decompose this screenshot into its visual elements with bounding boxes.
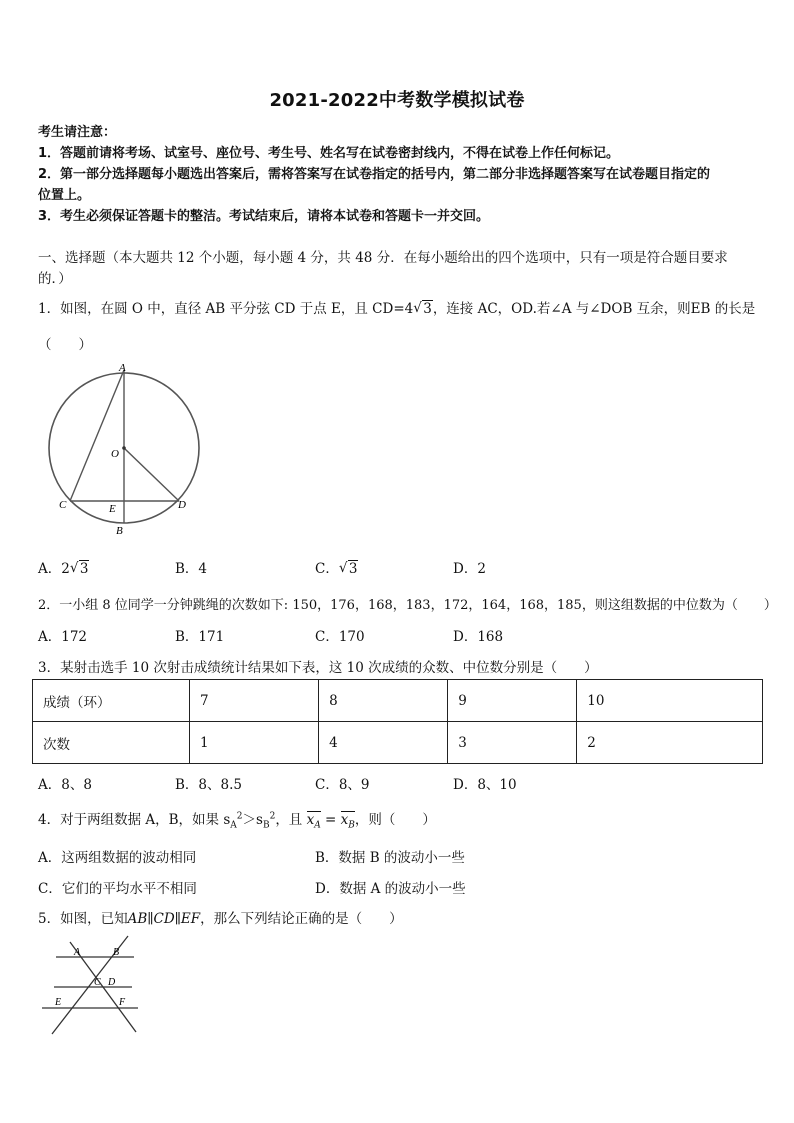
q4-option-b[interactable]: B．数据 B 的波动小一些 [315,850,465,866]
label-c: C [94,977,101,988]
question-3-text: 3．某射击选手 10 次射击成绩统计结果如下表，这 10 次成绩的众数、中位数分别是（ ） [38,660,598,676]
question-1-paren: （ ） [38,337,92,353]
label-e: E [109,503,116,515]
notice-item-3: 3．考生必须保证答题卡的整洁。考试结束后，请将本试卷和答题卡一并交回。 [38,209,490,224]
label-b: B [113,947,120,958]
label-d: D [178,499,186,511]
notice-heading: 考生请注意： [38,125,117,140]
score-table [32,679,763,764]
table-cell: 7 [190,680,319,722]
label-o: O [111,448,119,460]
parallel-lines-figure [36,930,146,1040]
section-heading: 一、选择题（本大题共 12 个小题，每小题 4 分，共 48 分．在每小题给出的四个选项中，只有一项是符合题目要求 [38,250,728,266]
q1-option-a[interactable]: A．2√ 3 [38,557,89,577]
q1-option-d[interactable]: D．2 [453,561,486,577]
question-5-text: 5．如图，已知AB∥CD∥EF，那么下列结论正确的是（ ） [38,911,403,927]
label-b: B [116,525,123,537]
table-cell: 4 [319,722,448,764]
sqrt-symbol: √ 3 [339,561,359,577]
sqrt-symbol: √ 3 [413,301,433,317]
table-cell: 9 [448,680,577,722]
q4-option-a[interactable]: A．这两组数据的波动相同 [38,850,197,866]
label-a: A [119,362,126,374]
q2-option-d[interactable]: D．168 [453,629,504,645]
label-a: A [74,947,81,958]
q1-option-c[interactable]: C．√ 3 [315,557,358,577]
label-c: C [59,499,67,511]
table-cell: 2 [577,722,763,764]
question-1-text: 1．如图，在圆 O 中，直径 AB 平分弦 CD 于点 E，且 CD=4√ 3，连接 AC，OD.若∠A 与∠DOB 互余，则EB 的长是 [38,297,755,317]
table-cell: 成绩（环） [33,680,190,722]
mean-b: $x_B$ [340,812,355,831]
table-row [33,722,763,764]
label-d: D [108,977,116,988]
question-4-text: 4．对于两组数据 A，B，如果 $s_A^2>s_B^2$，且 $x_A = x_B$，则（ ） [38,811,436,831]
sqrt-symbol: √ 3 [70,561,90,577]
section-heading-cont: 的．） [38,271,72,287]
question-2-text: 2．一小组 8 位同学一分钟跳绳的次数如下: 150，176，168，183，172，164，168，185，则这组数据的中位数为（ ） [38,598,777,613]
mean-a: $x_A$ [306,812,321,831]
q4-option-c[interactable]: C．它们的平均水平不相同 [38,881,197,897]
q3-option-b[interactable]: B．8、8.5 [175,777,242,793]
table-cell: 次数 [33,722,190,764]
table-row [33,680,763,722]
q2-option-a[interactable]: A．172 [38,629,88,645]
notice-item-1: 1．答题前请将考场、试室号、座位号、考生号、姓名写在试卷密封线内，不得在试卷上作任何标记。 [38,146,620,161]
q1-option-b[interactable]: B．4 [175,561,208,577]
label-e: E [55,997,62,1008]
page-title: 2021-2022中考数学模拟试卷 [269,90,525,111]
circle-figure [44,360,224,540]
q2-option-b[interactable]: B．171 [175,629,225,645]
notice-item-2-cont: 位置上。 [38,188,91,203]
notice-item-2: 2．第一部分选择题每小题选出答案后，需将答案写在试卷指定的括号内，第二部分非选择题答案写在试卷题目指定的 [38,167,711,182]
label-f: F [119,997,126,1008]
q3-option-d[interactable]: D．8、10 [453,777,517,793]
table-cell: 8 [319,680,448,722]
q4-option-d[interactable]: D．数据 A 的波动小一些 [315,881,466,897]
q2-option-c[interactable]: C．170 [315,629,365,645]
q3-option-a[interactable]: A．8、8 [38,777,92,793]
table-cell: 1 [190,722,319,764]
q3-option-c[interactable]: C．8、9 [315,777,370,793]
table-cell: 10 [577,680,763,722]
table-cell: 3 [448,722,577,764]
